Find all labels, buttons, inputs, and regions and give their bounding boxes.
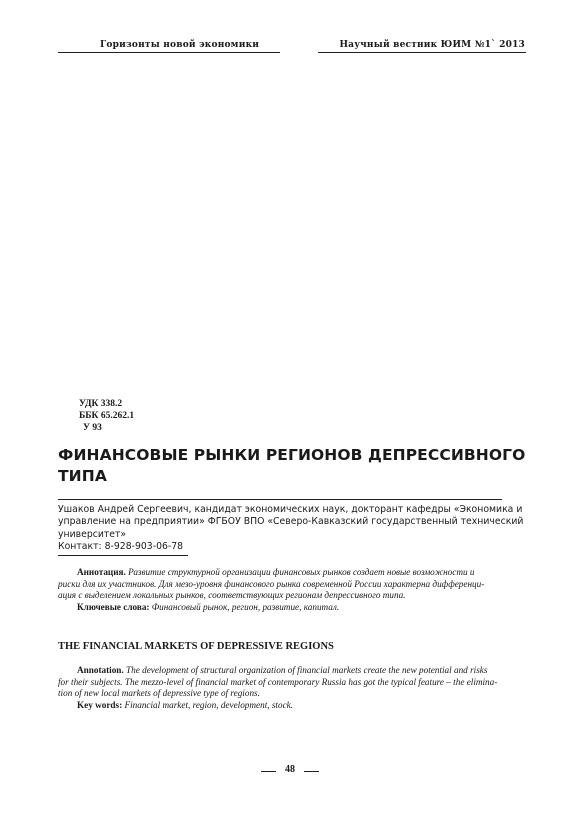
author-line-2: управление на предприятии» ФГБОУ ВПО «Северо-Кавказский государственный технический xyxy=(58,516,524,528)
annotation-en xyxy=(58,665,528,711)
title-line-1: ФИНАНСОВЫЕ РЫНКИ РЕГИОНОВ ДЕПРЕССИВНОГО xyxy=(58,446,526,464)
author-mark: У 93 xyxy=(83,423,102,433)
annotation-ru-label: Аннотация. xyxy=(77,567,126,577)
bbk-code: ББК 65.262.1 xyxy=(79,411,135,421)
page-number-left-dash xyxy=(261,771,276,772)
header-right-rule xyxy=(318,52,526,53)
annotation-ru-line-2: риски для их участников. Для мезо-уровня финансового рынка современной России характерна дифференци- xyxy=(58,578,485,589)
author-contact: Контакт: 8-928-903-06-78 xyxy=(58,541,184,553)
annotation-ru xyxy=(58,567,528,613)
page-number: 48 xyxy=(285,764,295,775)
annotation-en-label: Annotation. xyxy=(77,665,124,675)
header-right-title: Научный вестник ЮИМ №1` 2013 xyxy=(339,40,525,50)
title-rule xyxy=(58,499,502,500)
annotation-ru-line-3: ация с выделением локальных рынков, соответствующих регионам депрессивного типа. xyxy=(58,590,406,601)
classification-codes xyxy=(79,398,134,434)
author-rule xyxy=(58,555,188,556)
header-left-title: Горизонты новой экономики xyxy=(100,40,260,50)
article-title-en: THE FINANCIAL MARKETS OF DEPRESSIVE REGIONS xyxy=(58,641,334,652)
keywords-en-label: Key words: xyxy=(77,699,123,710)
title-line-2: ТИПА xyxy=(58,467,107,485)
author-line-1: Ушаков Андрей Сергеевич, кандидат экономических наук, докторант кафедры «Экономика и xyxy=(58,504,523,515)
annotation-en-line-2: for their subjects. The mezzo-level of financial market of contemporary Russia has got the typical feature – the elimina- xyxy=(58,676,498,687)
annotation-ru-line-1: Развитие структурной организации финансовых рынков создает новые возможности и xyxy=(128,567,475,577)
keywords-en: Financial market, region, development, stock. xyxy=(124,699,294,710)
author-info xyxy=(58,504,528,554)
article-title-ru xyxy=(58,445,538,487)
udk-code: УДК 338.2 xyxy=(79,399,123,409)
annotation-en-line-3: tion of new local markets of depressive type of regions. xyxy=(58,688,260,699)
keywords-ru: Финансовый рынок, регион, развитие, капитал. xyxy=(151,601,340,612)
page-number-right-dash xyxy=(304,771,319,772)
header-left-rule xyxy=(58,52,280,53)
annotation-en-line-1: The development of structural organization of financial markets create the new potential and risks xyxy=(126,665,488,675)
author-line-3: университет» xyxy=(58,528,127,540)
keywords-ru-label: Ключевые слова: xyxy=(77,601,150,612)
